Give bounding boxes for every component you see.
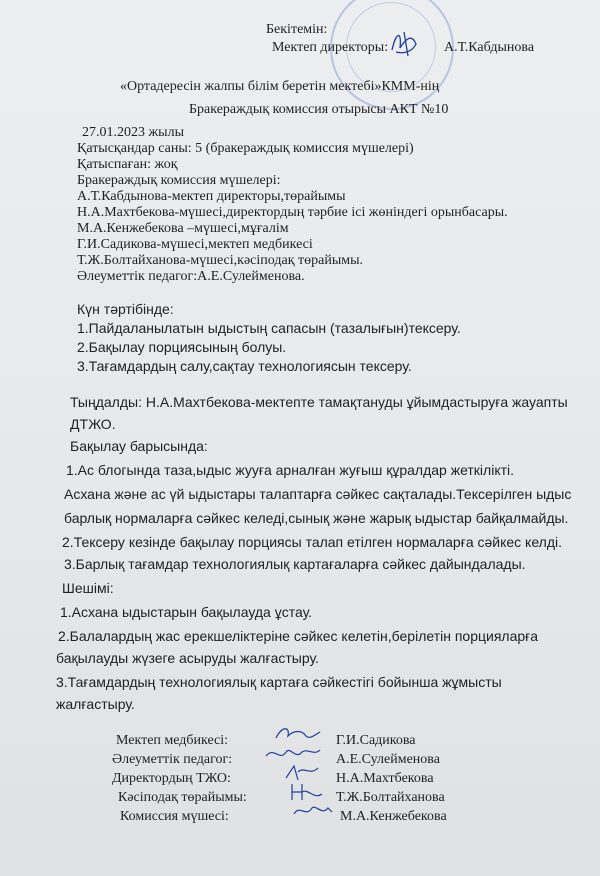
meta-line: Бракераждық комиссия мүшелері: [77,173,281,188]
body-line: Асхана және ас үй ыдыстары талаптарға сәйкес сақталады.Тексерілген ыдыс [64,486,572,502]
agenda-title: Күн тәртібінде: [77,301,174,317]
body-line: бақылауды жүзеге асыруды жалғастыру. [56,650,319,666]
body-line: 3.Тағамдардың технологиялық картаға сәйкестігі бойынша жұмысты [56,674,502,690]
signature-role: Мектеп медбикесі: [116,733,229,748]
commission-title: Бракераждық комиссия отырысы АКТ №10 [189,102,449,117]
agenda-item: 1.Пайдаланылатын ыдыстың сапасын (тазалығын)тексеру. [77,320,461,336]
meta-line: Қатысқандар саны: 5 (бракераждық комиссия мүшелері) [77,141,414,156]
agenda-item: 3.Тағамдардың салу,сақтау технологиясын тексеру. [77,358,412,374]
meta-line: Әлеуметтік педагог:А.Е.Сулейменова. [77,269,305,284]
meta-line: Қатыспаған: жоқ [77,157,178,172]
body-line: ДТЖО. [70,416,116,432]
body-line: 1.Ас блогында таза,ыдыс жууға арналған жуғыш құралдар жеткілікті. [66,462,515,478]
signature-name: М.А.Кенжебекова [340,809,447,824]
signature-role: Әлеуметтік педагог: [112,752,233,767]
meta-line: 27.01.2023 жылы [82,125,184,140]
director-signature [386,26,426,60]
body-line: Бақылау барысында: [70,438,208,454]
body-line: барлық нормаларға сәйкес келеді,сынық және жарық ыдыстар байқалмайды. [64,510,569,526]
signature-role: Кәсіподақ төрайымы: [118,790,247,805]
signature-role: Директордың ТЖО: [112,771,231,786]
body-line: 3.Барлық тағамдар технологиялық картағаларға сәйкес дайындалады. [64,556,526,572]
meta-line: Н.А.Махтбекова-мүшесі,директордың тәрбие ісі жөніндегі орынбасары. [77,205,508,220]
signature-name: А.Е.Сулейменова [336,752,440,767]
approval-name: А.Т.Кабдынова [444,40,535,55]
body-line: 2.Балалардың жас ерекшеліктеріне сәйкес келетін,берілетін порцияларға [58,628,539,644]
signature-role: Комиссия мүшесі: [120,809,229,824]
meta-line: Г.И.Садикова-мүшесі,мектеп медбикесі [77,237,313,252]
meta-line: А.Т.Кабдынова-мектеп директоры,төрайымы [77,189,346,204]
approval-title: Бекітемін: [266,22,328,37]
body-line: 2.Тексеру кезінде бақылау порциясы талап етілген нормаларға сәйкес келді. [62,534,562,550]
signature-name: Г.И.Садикова [336,733,416,748]
approval-position: Мектеп директоры: [272,40,389,55]
signature-mark [290,800,336,822]
signature-name: Н.А.Махтбекова [336,771,434,786]
decision-title: Шешімі: [62,580,114,596]
agenda-item: 2.Бақылау порциясының болуы. [77,339,287,355]
meta-line: М.А.Кенжебекова –мүшесі,мұғалім [77,221,289,236]
signature-name: Т.Ж.Болтайханова [336,790,445,805]
body-line: 1.Асхана ыдыстарын бақылауда ұстау. [60,604,313,620]
meta-line: Т.Ж.Болтайханова-мүшесі,кәсіподақ төрайымы. [77,253,364,268]
body-line: жалғастыру. [56,696,135,712]
body-line: Тыңдалды: Н.А.Махтбекова-мектепте тамақтануды ұйымдастыруға жауапты [70,394,568,410]
signature-mark [272,724,324,746]
org-title: «Ортадересін жалпы білім беретін мектебі»КММ-нің [120,79,440,94]
